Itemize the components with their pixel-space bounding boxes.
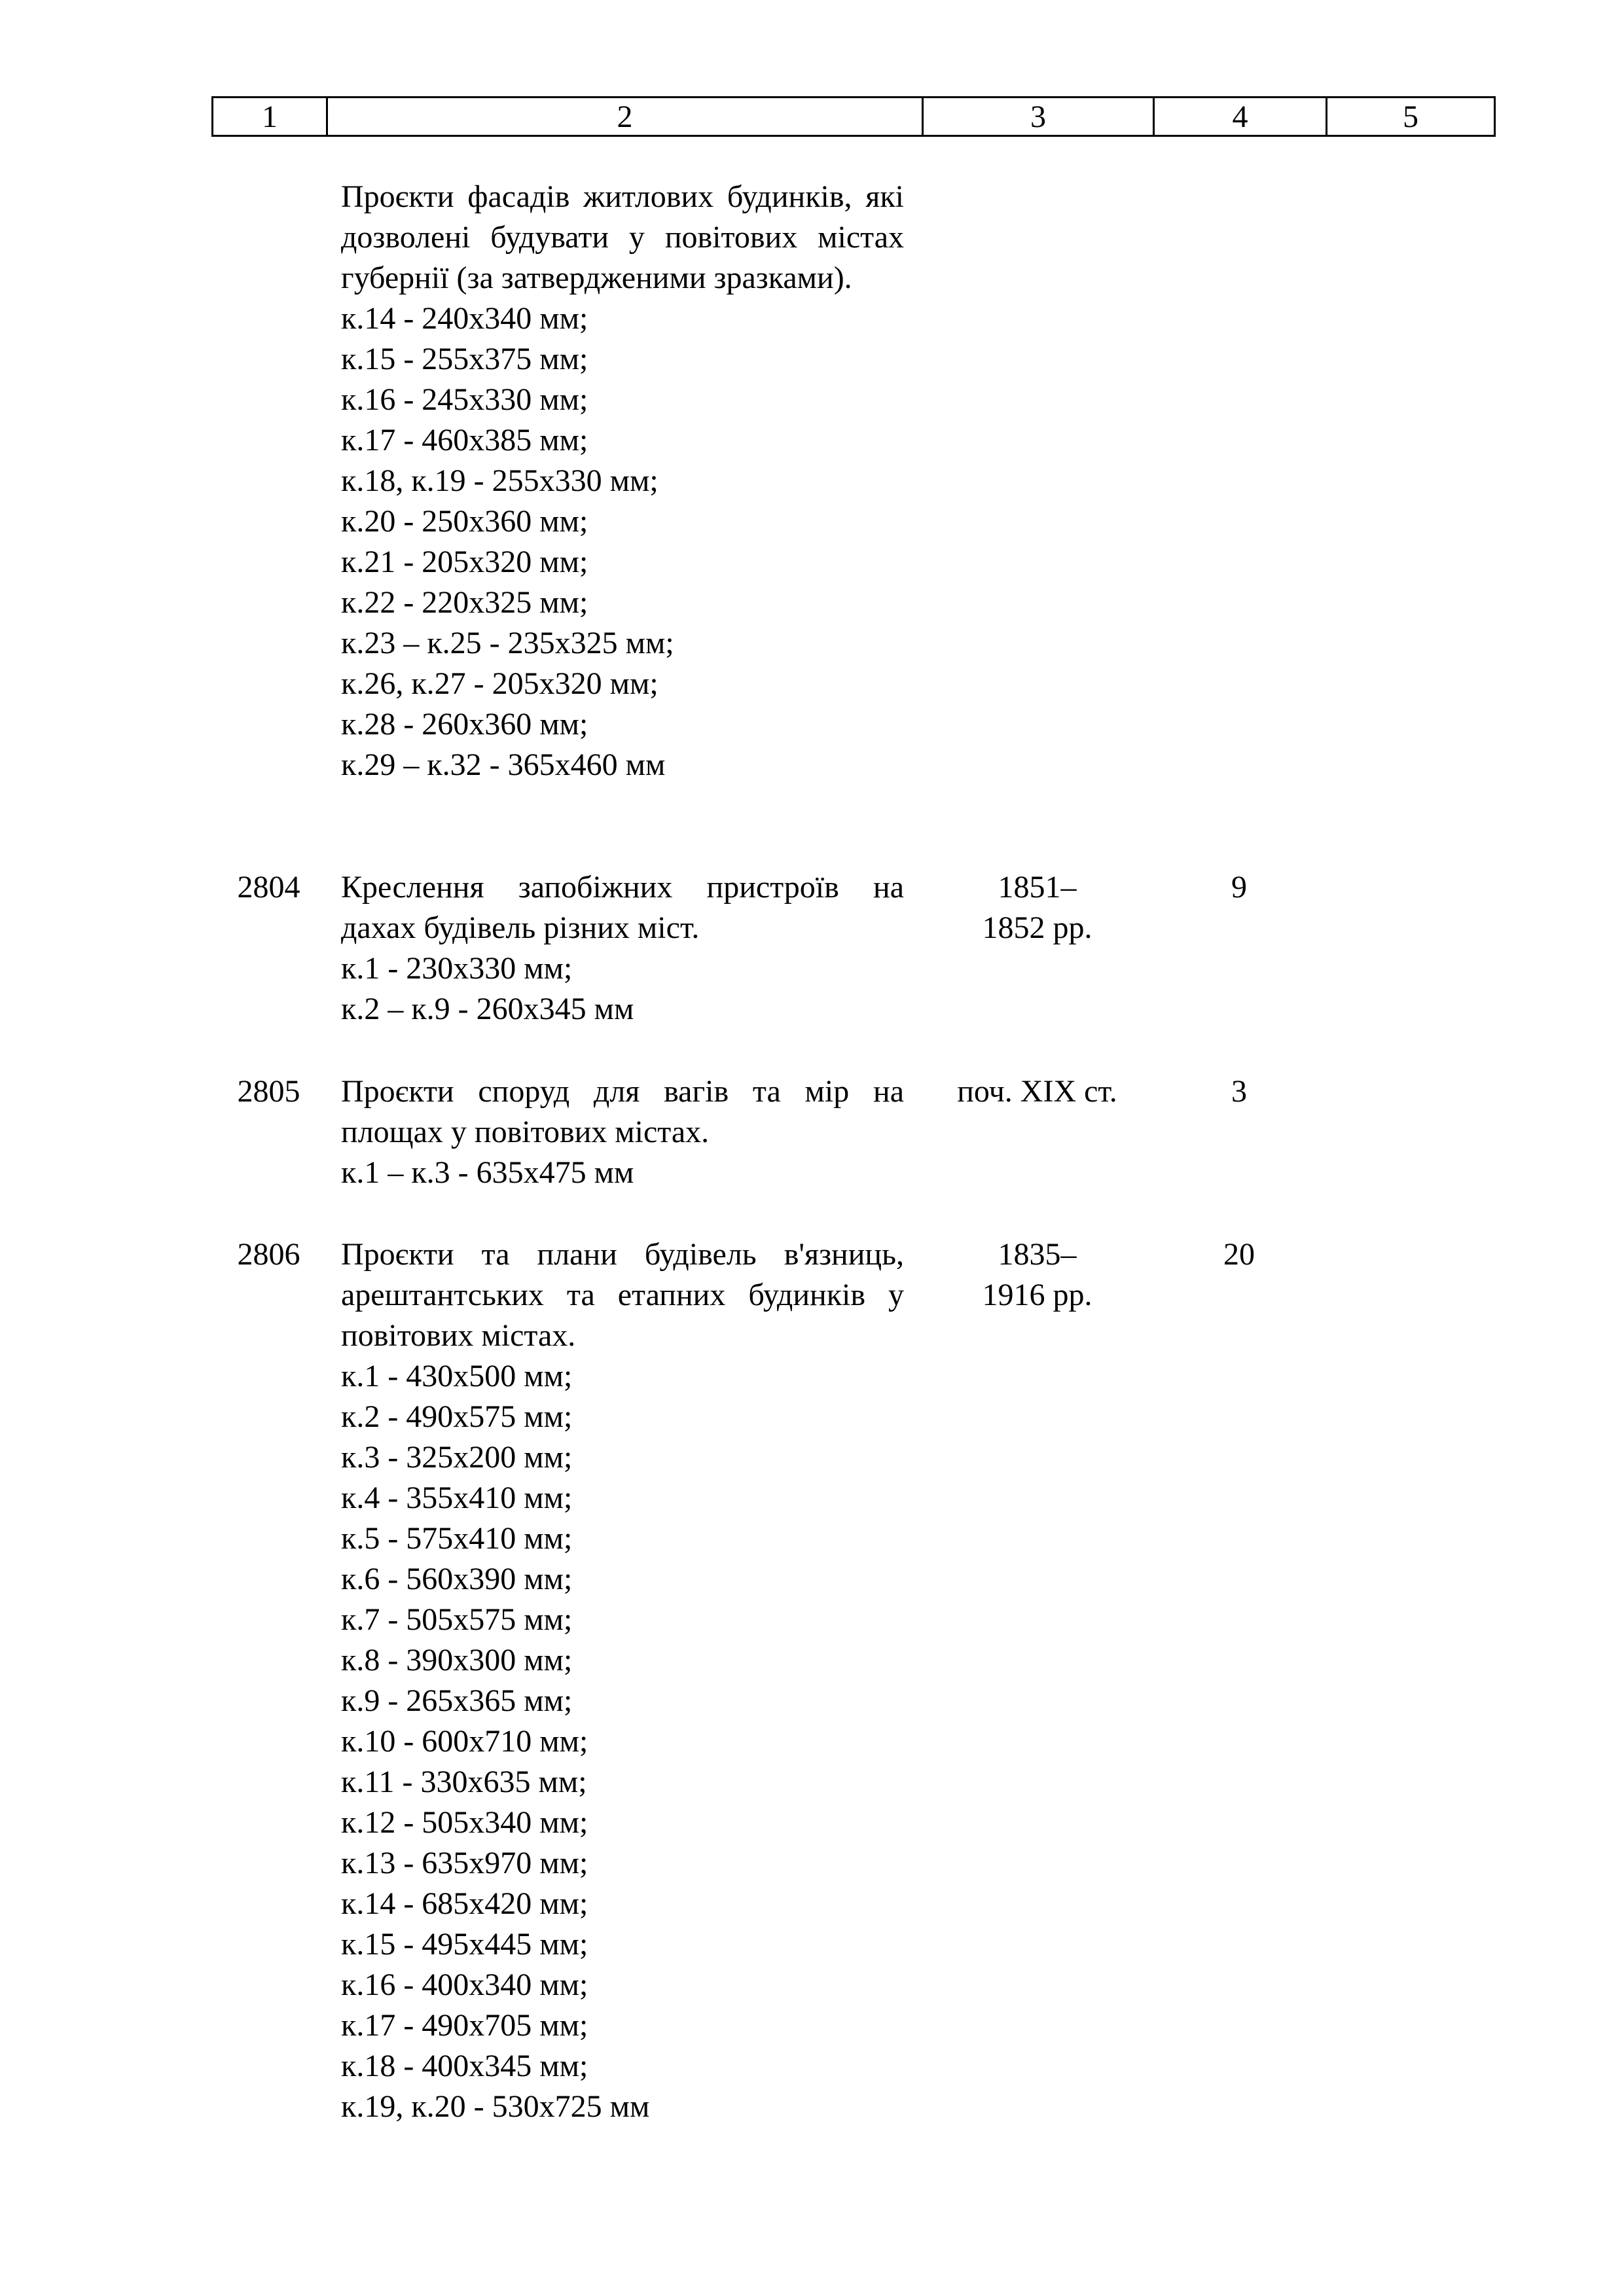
entry-description [341,177,904,785]
sheet-size-line: к.21 - 205х320 мм; [341,545,588,579]
record-dates [922,1234,1153,1316]
sheet-size-line: к.1 - 230х330 мм; [341,951,573,986]
entry-title: Проєкти споруд для вагів та мір на площах у повітових містах. [341,1074,904,1149]
entry-description [341,1234,904,2127]
sheet-size-line: к.4 - 355х410 мм; [341,1480,573,1515]
sheet-size-line: к.15 - 255х375 мм; [341,342,588,376]
sheet-count: 20 [1223,1237,1255,1272]
entry-title: Проєкти та плани будівель в'язниць, арештантських та етапних будинків у повітових містах. [341,1237,904,1353]
sheet-count: 3 [1231,1074,1247,1109]
sheet-size-line: к.14 - 685х420 мм; [341,1886,588,1921]
record-number: 2806 [237,1237,300,1272]
sheet-size-line: к.3 - 325х200 мм; [341,1440,573,1475]
column-number-4: 4 [1155,98,1327,135]
sheet-count: 9 [1231,870,1247,905]
sheet-size-line: к.5 - 575х410 мм; [341,1521,573,1556]
record-number: 2804 [237,870,300,905]
entry-description [341,867,904,1030]
sheet-size-line: к.26, к.27 - 205х320 мм; [341,666,659,701]
sheet-size-line: к.6 - 560х390 мм; [341,1562,573,1596]
column-number-3: 3 [924,98,1155,135]
record-number: 2805 [237,1074,300,1109]
sheet-size-line: к.2 - 490х575 мм; [341,1399,573,1434]
date-line: 1916 рр. [982,1278,1092,1312]
record-dates [922,867,1153,948]
sheet-size-line: к.18 - 400х345 мм; [341,2049,588,2083]
sheet-size-line: к.29 – к.32 - 365х460 мм [341,747,666,782]
sheet-size-line: к.7 - 505х575 мм; [341,1602,573,1637]
column-number-5: 5 [1403,99,1418,134]
sheet-size-line: к.22 - 220х325 мм; [341,585,588,620]
sheet-size-line: к.17 - 490х705 мм; [341,2008,588,2043]
column-number-header [211,96,1496,137]
entry-title: Креслення запобіжних пристроїв на дахах будівель різних міст. [341,870,904,945]
record-dates [922,1071,1153,1112]
column-number-2: 2 [328,98,924,135]
entry-title: Проєкти фасадів житлових будинків, які дозволені будувати у повітових містах губернії (за затвердженими зразками). [341,179,904,295]
sheet-size-line: к.13 - 635х970 мм; [341,1846,588,1880]
sheet-size-line: к.15 - 495х445 мм; [341,1927,588,1962]
sheet-size-line: к.20 - 250х360 мм; [341,504,588,539]
sheet-size-line: к.17 - 460х385 мм; [341,423,588,457]
sheet-size-line: к.8 - 390х300 мм; [341,1643,573,1677]
sheet-size-line: к.2 – к.9 - 260х345 мм [341,992,634,1026]
date-line: поч. XIX ст. [957,1074,1117,1109]
sheet-size-line: к.19, к.20 - 530х725 мм [341,2089,650,2124]
sheet-size-line: к.18, к.19 - 255х330 мм; [341,463,659,498]
sheet-size-line: к.9 - 265х365 мм; [341,1683,573,1718]
sheet-size-line: к.1 – к.3 - 635х475 мм [341,1155,634,1190]
sheet-size-line: к.23 – к.25 - 235х325 мм; [341,626,674,660]
sheet-size-line: к.1 - 430х500 мм; [341,1359,573,1393]
sheet-size-line: к.10 - 600х710 мм; [341,1724,588,1759]
sheet-size-line: к.16 - 400х340 мм; [341,1967,588,2002]
sheet-size-line: к.28 - 260х360 мм; [341,707,588,742]
date-line: 1851– [998,870,1077,905]
entry-description [341,1071,904,1193]
date-line: 1852 рр. [982,910,1092,945]
sheet-size-line: к.11 - 330х635 мм; [341,1765,587,1799]
column-number-1: 1 [213,98,328,135]
sheet-size-line: к.14 - 240х340 мм; [341,301,588,336]
date-line: 1835– [998,1237,1077,1272]
sheet-size-line: к.12 - 505х340 мм; [341,1805,588,1840]
sheet-size-line: к.16 - 245х330 мм; [341,382,588,417]
